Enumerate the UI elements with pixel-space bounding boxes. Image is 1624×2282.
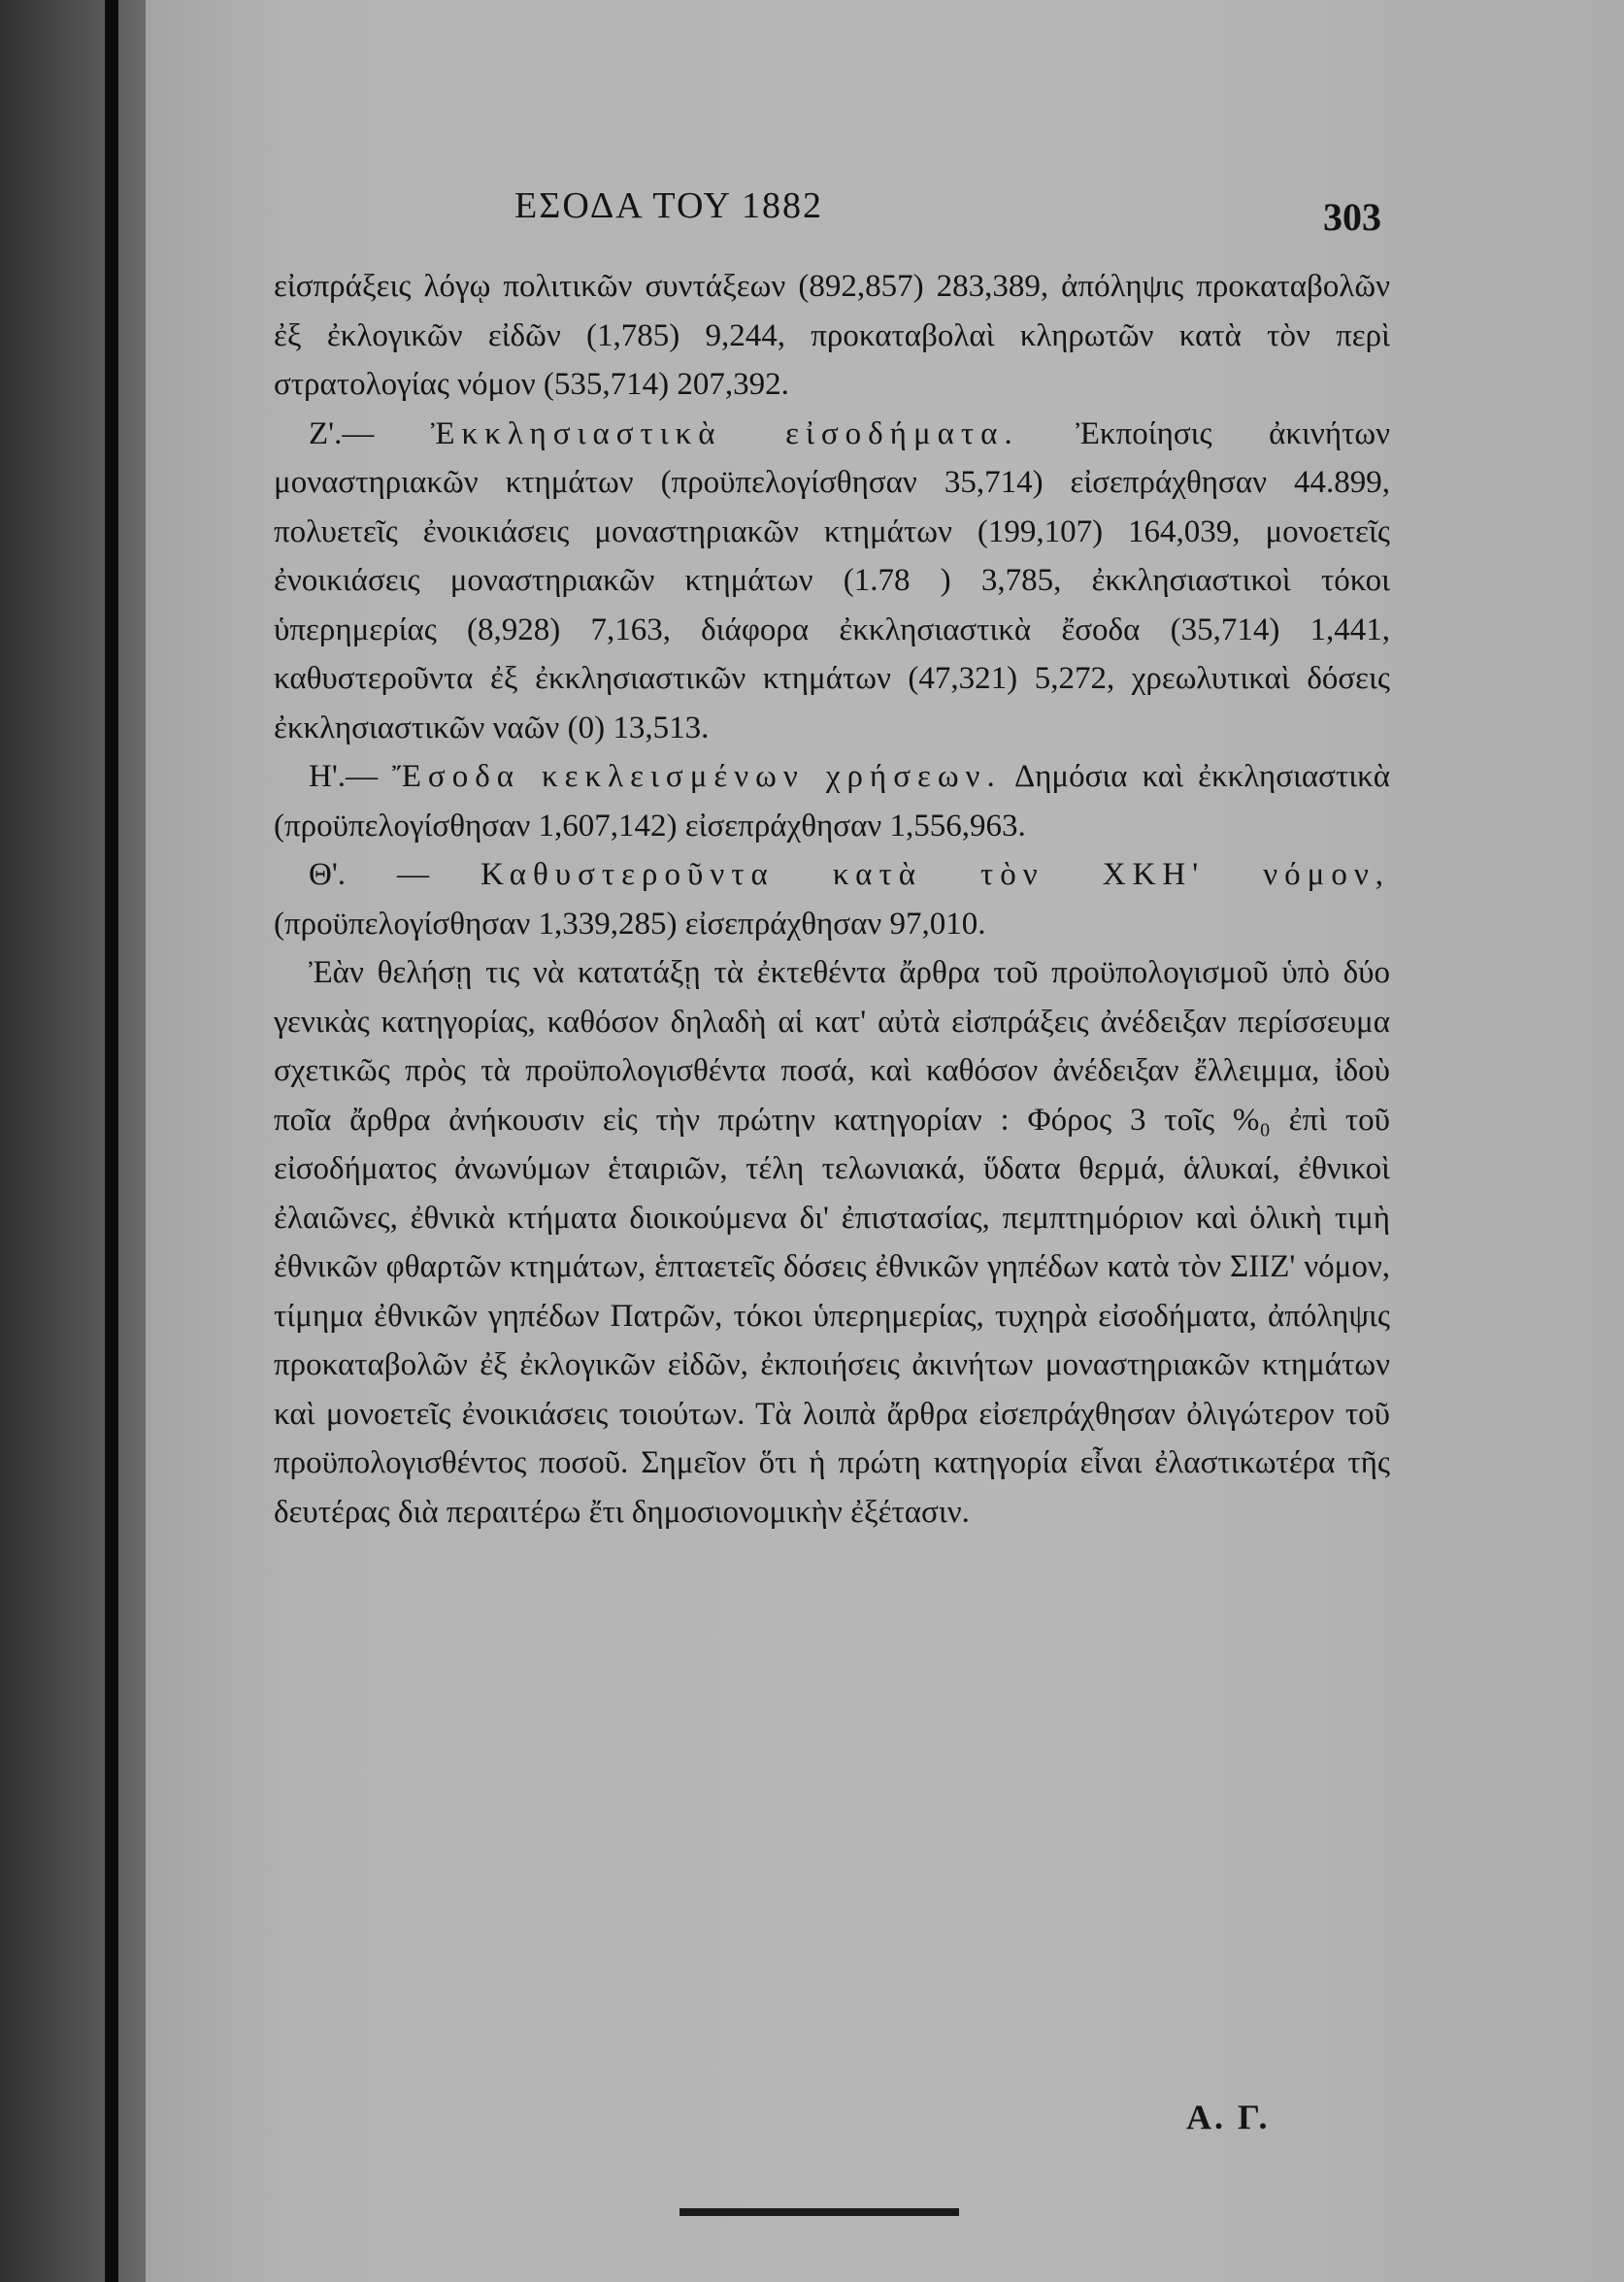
end-rule-divider <box>679 2208 959 2216</box>
section-heading-arrears: Καθυστεροῦντα κατὰ τὸν ΧΚΗ' νόμον, <box>481 857 1391 892</box>
gutter-dark-edge <box>105 0 118 2282</box>
page-number: 303 <box>1323 195 1381 239</box>
section-label-z: Ζ'.— <box>309 415 375 451</box>
section-label-th: Θ'. — <box>309 857 430 892</box>
body-text <box>274 262 1390 1537</box>
section-text-arrears: (προϋπελογίσθησαν 1,339,285) εἰσεπράχθησαν 97,010. <box>274 906 986 942</box>
paragraph-closed-years-revenues <box>274 752 1390 850</box>
paragraph-ecclesiastical-revenues <box>274 410 1390 753</box>
section-text-closed-years: Δημόσια καὶ ἐκκλησιαστικὰ (προϋπελογίσθησαν 1,607,142) εἰσεπράχθησαν 1,556,963. <box>274 759 1390 843</box>
paragraph-arrears <box>274 850 1390 948</box>
paragraph-conclusion: Ἐὰν θελήσῃ τις νὰ κατατάξῃ τὰ ἐκτεθέντα ἄρθρα τοῦ προϋπολογισμοῦ ὑπὸ δύο γενικὰς κατηγορίας, καθόσον δηλαδὴ αἱ κατ' αὐτὰ εἰσπράξεις ἀνέδειξαν περίσσευμα σχετικῶς πρὸς τὰ προϋπολογισθέντα ποσά, καὶ καθόσον ἀνέδειξαν ἔλλειμμα, ἰδοὺ ποῖα ἄρθρα ἀνήκουσιν εἰς τὴν πρώτην κατηγορίαν : Φόρος 3 τοῖς %₀ ἐπὶ τοῦ εἰσοδήματος ἀνωνύμων ἑταιριῶν, τέλη τελωνιακά, ὕδατα θερμά, ἁλυκαί, ἐθνικοὶ ἐλαιῶνες, ἐθνικὰ κτήματα διοικούμενα δι' ἐπιστασίας, πεμπτημόριον καὶ ὁλικὴ τιμὴ ἐθνικῶν φθαρτῶν κτημάτων, ἑπταετεῖς δόσεις ἐθνικῶν γηπέδων κατὰ τὸν ΣΙΙΖ' νόμον, τίμημα ἐθνικῶν γηπέδων Πατρῶν, τόκοι ὑπερημερίας, τυχηρὰ εἰσοδήματα, ἀπόληψις προκαταβολῶν ἐξ ἐκλογικῶν εἰδῶν, ἐκποιήσεις ἀκινήτων μοναστηριακῶν κτημάτων καὶ μονοετεῖς ἐνοικιάσεις τοιούτων. Τὰ λοιπὰ ἄρθρα εἰσεπράχθησαν ὀλιγώτερον τοῦ προϋπολογισθέντος ποσοῦ. Σημεῖον ὅτι ἡ πρώτη κατηγορία εἶναι ἐλαστικωτέρα τῆς δευτέρας διὰ περαιτέρω ἔτι δημοσιονομικὴν ἐξέτασιν. <box>274 955 1390 1530</box>
paragraph-revenue-continuation: εἰσπράξεις λόγῳ πολιτικῶν συντάξεων (892,857) 283,389, ἀπόληψις προκαταβολῶν ἐξ ἐκλογικῶν εἰδῶν (1,785) 9,244, προκαταβολαὶ κληρωτῶν κατὰ τὸν περὶ στρατολογίας νόμον (535,714) 207,392. <box>274 269 1390 402</box>
running-head: ΕΣΟΔΑ ΤΟΥ 1882 <box>514 185 824 226</box>
section-label-h: Η'.— <box>309 759 379 794</box>
book-binding-shadow <box>0 0 146 2282</box>
author-signature: Α. Γ. <box>1186 2098 1271 2136</box>
section-heading-ecclesiastical: Ἐκκλησιαστικὰ εἰσοδήματα. <box>430 415 1019 451</box>
section-text-ecclesiastical: Ἐκποίησις ἀκινήτων μοναστηριακῶν κτημάτων (προϋπελογίσθησαν 35,714) εἰσεπράχθησαν 44.899, πολυετεῖς ἐνοικιάσεις μοναστηριακῶν κτημάτων (199,107) 164,039, μονοετεῖς ἐνοικιάσεις μοναστηριακῶν κτημάτων (1.78 ) 3,785, ἐκκλησιαστικοὶ τόκοι ὑπερημερίας (8,928) 7,163, διάφορα ἐκκλησιαστικὰ ἔσοδα (35,714) 1,441, καθυστεροῦντα ἐξ ἐκκλησιαστικῶν κτημάτων (47,321) 5,272, χρεωλυτικαὶ δόσεις ἐκκλησιαστικῶν ναῶν (0) 13,513. <box>274 415 1390 745</box>
section-heading-closed-years: Ἔσοδα κεκλεισμένων χρήσεων. <box>392 759 1002 794</box>
